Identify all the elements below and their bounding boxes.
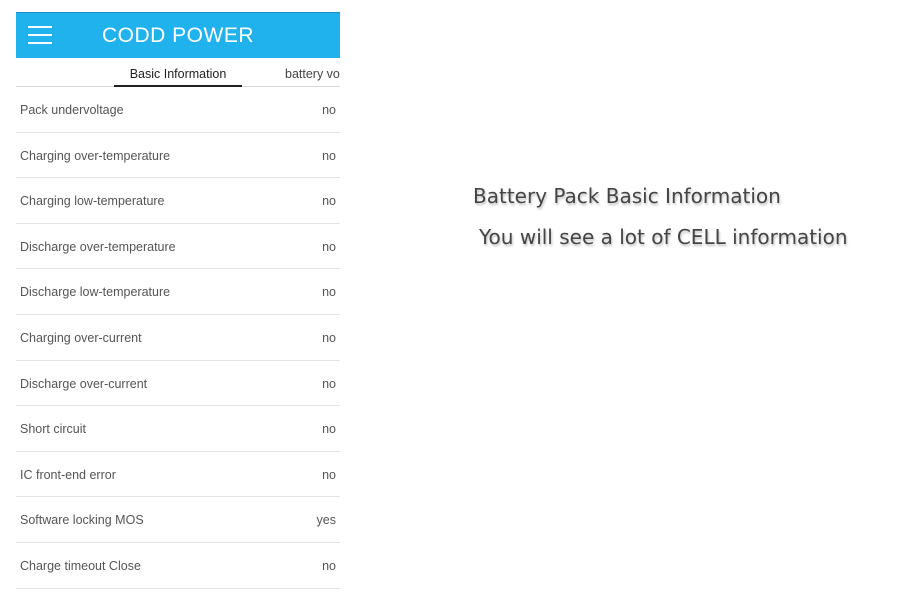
list-item [16,361,340,407]
caption-subtitle: You will see a lot of CELL information [479,225,848,249]
caption-title: Battery Pack Basic Information [473,184,781,208]
list-item [16,543,340,589]
row-label: Charge timeout Close [20,558,141,573]
row-value: no [322,467,336,482]
row-value: no [322,103,336,117]
list-item [16,87,340,133]
app-header [16,12,340,58]
list-item [16,269,340,315]
row-value: no [322,422,336,437]
list-item [16,315,340,361]
list-item [16,497,340,543]
list-item [16,178,340,224]
status-list [16,87,340,589]
list-item [16,224,340,270]
row-value: no [322,330,336,345]
row-value: no [322,148,336,163]
row-label: Discharge over-current [20,376,148,391]
row-value: yes [316,513,336,528]
row-label: Short circuit [20,422,86,437]
list-item [16,133,340,179]
row-label: Pack undervoltage [20,103,124,117]
row-label: Software locking MOS [20,513,144,528]
list-item [16,452,340,498]
list-item [16,406,340,452]
row-label: Charging over-current [20,330,142,345]
row-label: Discharge low-temperature [20,285,171,300]
row-value: no [322,376,336,391]
row-label: Charging low-temperature [20,194,165,209]
row-label: Charging over-temperature [20,148,171,163]
row-label: Discharge over-temperature [20,239,176,254]
row-value: no [322,239,336,254]
row-value: no [322,558,336,573]
app-screen [16,12,340,592]
tab-basic-information[interactable]: Basic Information [114,67,242,87]
row-value: no [322,194,336,209]
tab-bar [16,59,340,87]
tab-battery-voltage[interactable]: battery vo [285,67,340,81]
app-title: CODD POWER [102,24,254,47]
row-label: IC front-end error [20,467,116,482]
row-value: no [322,285,336,300]
